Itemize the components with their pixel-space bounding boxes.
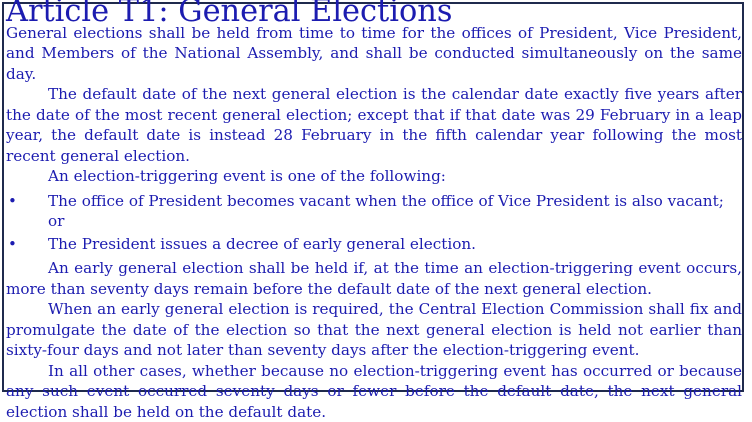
article-title: Article T1: General Elections <box>6 2 742 23</box>
list-item <box>6 191 742 232</box>
article-paragraph-3: An election-triggering event is one of the following: <box>6 166 742 187</box>
list-item-text: The office of President becomes vacant when the office of Vice President is also vacant; or <box>48 192 724 231</box>
article-paragraph-2: The default date of the next general election is the calendar date exactly five years after the date of the most recent general election; except that if that date was 29 February in a leap year, the default date is instead 28 February in the fifth calendar year following the most recent general election. <box>6 84 742 166</box>
article-paragraph-5: When an early general election is required, the Central Election Commission shall fix and promulgate the date of the election so that the next general election is held not earlier than sixty-four days and not later than seventy days after the election-triggering event. <box>6 299 742 361</box>
list-item-text: The President issues a decree of early general election. <box>48 235 476 253</box>
bullet-icon: • <box>8 191 17 212</box>
article-paragraph-4: An early general election shall be held if, at the time an election-triggering event occurs, more than seventy days remain before the default date of the next general election. <box>6 258 742 299</box>
bullet-icon: • <box>8 234 17 255</box>
list-item <box>6 234 742 255</box>
article-paragraph-1: General elections shall be held from time to time for the offices of President, Vice President, and Members of the National Assembly, and shall be conducted simultaneously on the same day. <box>6 23 742 85</box>
triggering-events-list <box>6 191 742 255</box>
article-content <box>6 2 742 422</box>
article-paragraph-6: In all other cases, whether because no election-triggering event has occurred or because any such event occurred seventy days or fewer before the default date, the next general election shall be held on the default date. <box>6 361 742 422</box>
